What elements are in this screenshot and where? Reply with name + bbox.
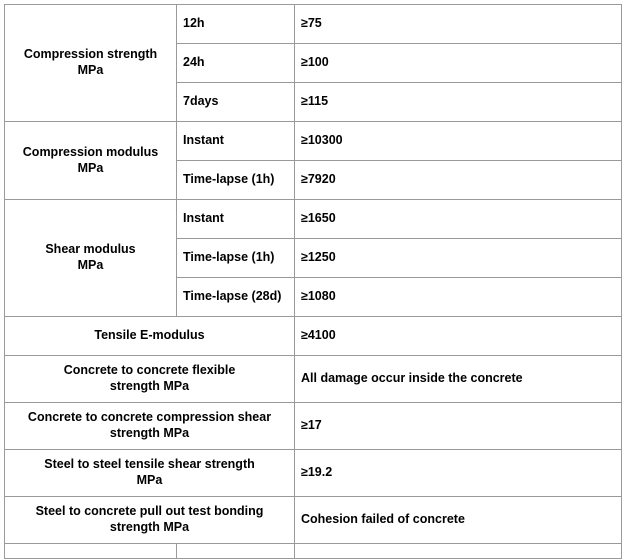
empty-cell bbox=[177, 544, 295, 559]
row-value: ≥1080 bbox=[295, 278, 622, 317]
row-value: Cohesion failed of concrete bbox=[295, 497, 622, 544]
row-property-steel-tensile-shear: Steel to steel tensile shear strength MPa bbox=[5, 450, 295, 497]
row-value: ≥4100 bbox=[295, 317, 622, 356]
row-value: ≥7920 bbox=[295, 161, 622, 200]
table-row-empty bbox=[5, 544, 622, 559]
row-value: All damage occur inside the concrete bbox=[295, 356, 622, 403]
specification-table bbox=[4, 4, 622, 559]
table-row bbox=[5, 450, 622, 497]
row-value: ≥1650 bbox=[295, 200, 622, 239]
row-condition: Time-lapse (1h) bbox=[177, 239, 295, 278]
row-value: ≥19.2 bbox=[295, 450, 622, 497]
row-condition: 7days bbox=[177, 83, 295, 122]
row-property-concrete-flexible-strength: Concrete to concrete flexible strength MPa bbox=[5, 356, 295, 403]
table-row bbox=[5, 356, 622, 403]
empty-cell bbox=[295, 544, 622, 559]
row-property-compression-modulus: Compression modulus MPa bbox=[5, 122, 177, 200]
row-value: ≥17 bbox=[295, 403, 622, 450]
row-property-compression-strength: Compression strength MPa bbox=[5, 5, 177, 122]
document-page bbox=[0, 4, 624, 534]
table-row bbox=[5, 200, 622, 239]
row-property-tensile-e-modulus: Tensile E-modulus bbox=[5, 317, 295, 356]
row-condition: Instant bbox=[177, 200, 295, 239]
row-value: ≥10300 bbox=[295, 122, 622, 161]
row-condition: 12h bbox=[177, 5, 295, 44]
table-row bbox=[5, 403, 622, 450]
row-value: ≥1250 bbox=[295, 239, 622, 278]
row-condition: 24h bbox=[177, 44, 295, 83]
row-value: ≥100 bbox=[295, 44, 622, 83]
row-property-steel-concrete-pull-out: Steel to concrete pull out test bonding strength MPa bbox=[5, 497, 295, 544]
row-value: ≥75 bbox=[295, 5, 622, 44]
row-property-concrete-compression-shear: Concrete to concrete compression shear strength MPa bbox=[5, 403, 295, 450]
row-value: ≥115 bbox=[295, 83, 622, 122]
row-condition: Time-lapse (1h) bbox=[177, 161, 295, 200]
row-property-shear-modulus: Shear modulus MPa bbox=[5, 200, 177, 317]
table-row bbox=[5, 317, 622, 356]
table-row bbox=[5, 497, 622, 544]
row-condition: Instant bbox=[177, 122, 295, 161]
empty-cell bbox=[5, 544, 177, 559]
table-row bbox=[5, 122, 622, 161]
row-condition: Time-lapse (28d) bbox=[177, 278, 295, 317]
table-row bbox=[5, 5, 622, 44]
